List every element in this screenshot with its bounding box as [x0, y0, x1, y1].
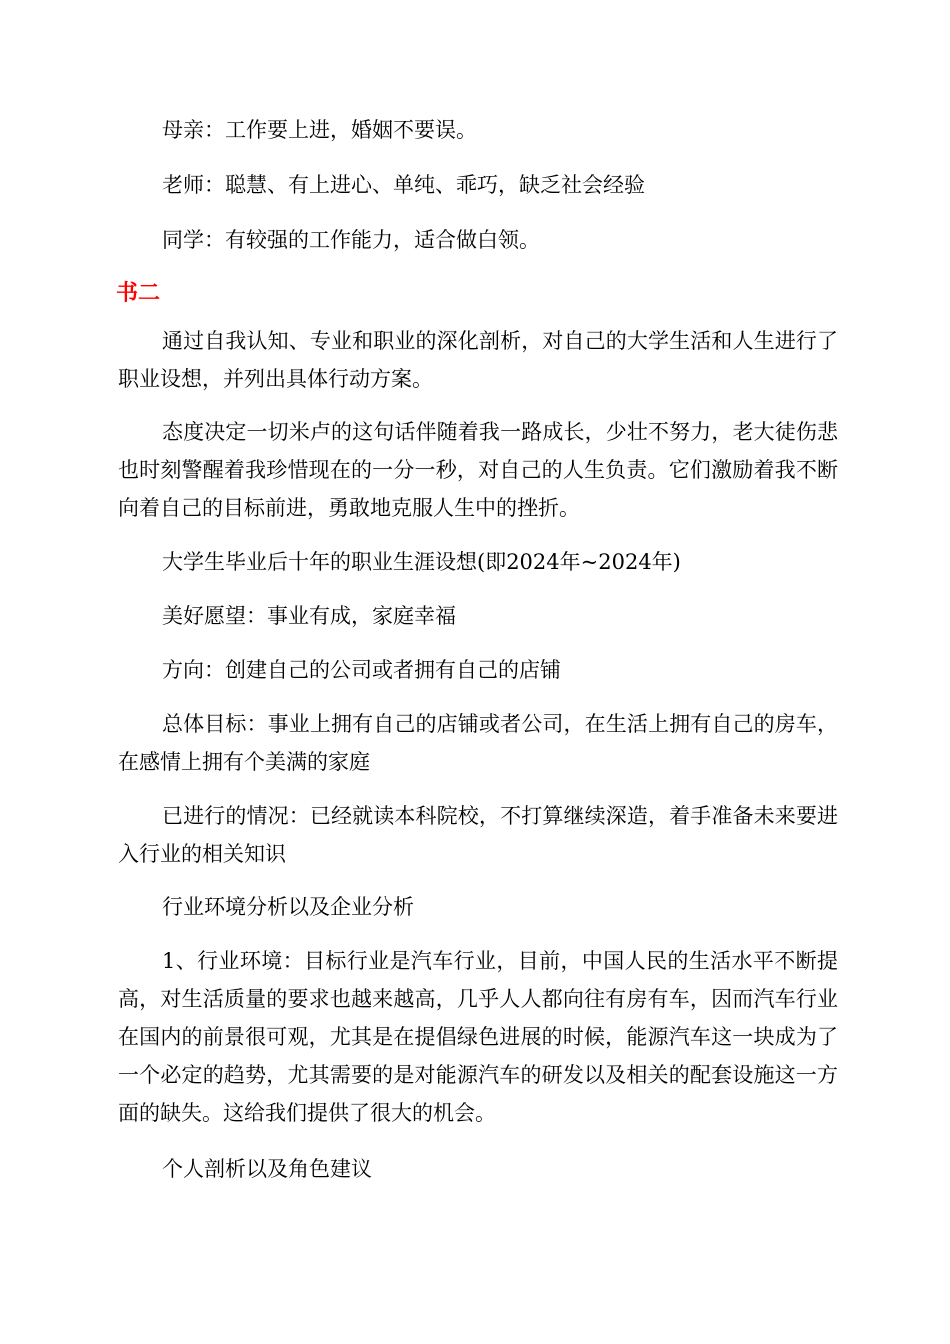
paragraph-progress: 已进行的情况：已经就读本科院校，不打算继续深造，着手准备未来要进入行业的相关知识: [118, 804, 838, 866]
section-heading: 书二: [116, 281, 161, 306]
line-teacher: 老师：聪慧、有上进心、单纯、乖巧，缺乏社会经验: [162, 173, 645, 197]
paragraph-wish: 美好愿望：事业有成，家庭幸福: [162, 604, 456, 628]
paragraph-direction: 方向：创建自己的公司或者拥有自己的店铺: [162, 658, 561, 682]
line-classmate: 同学：有较强的工作能力，适合做白领。: [162, 228, 540, 252]
paragraph-career-plan: 大学生毕业后十年的职业生涯设想(即2024年~2024年): [162, 550, 681, 574]
paragraph-analysis-heading: 行业环境分析以及企业分析: [162, 895, 414, 919]
line-mother: 母亲：工作要上进，婚姻不要误。: [162, 118, 477, 142]
paragraph-personal-analysis: 个人剖析以及角色建议: [162, 1157, 372, 1181]
paragraph-overall-goal: 总体目标：事业上拥有自己的店铺或者公司，在生活上拥有自己的房车，在感情上拥有个美满的家庭: [118, 712, 838, 774]
paragraph-intro: 通过自我认知、专业和职业的深化剖析，对自己的大学生活和人生进行了职业设想，并列出具体行动方案。: [118, 329, 838, 391]
paragraph-attitude: 态度决定一切米卢的这句话伴随着我一路成长，少壮不努力，老大徒伤悲也时刻警醒着我珍惜现在的一分一秒，对自己的人生负责。它们激励着我不断向着自己的目标前进，勇敢地克服人生中的挫折。: [118, 420, 838, 520]
paragraph-industry: 1、行业环境：目标行业是汽车行业，目前，中国人民的生活水平不断提高，对生活质量的要求也越来越高，几乎人人都向往有房有车，因而汽车行业在国内的前景很可观，尤其是在提倡绿色进展的时候，能源汽车这一块成为了一个必定的趋势，尤其需要的是对能源汽车的研发以及相关的配套设施这一方面的缺失。这给我们提供了很大的机会。: [118, 949, 838, 1125]
